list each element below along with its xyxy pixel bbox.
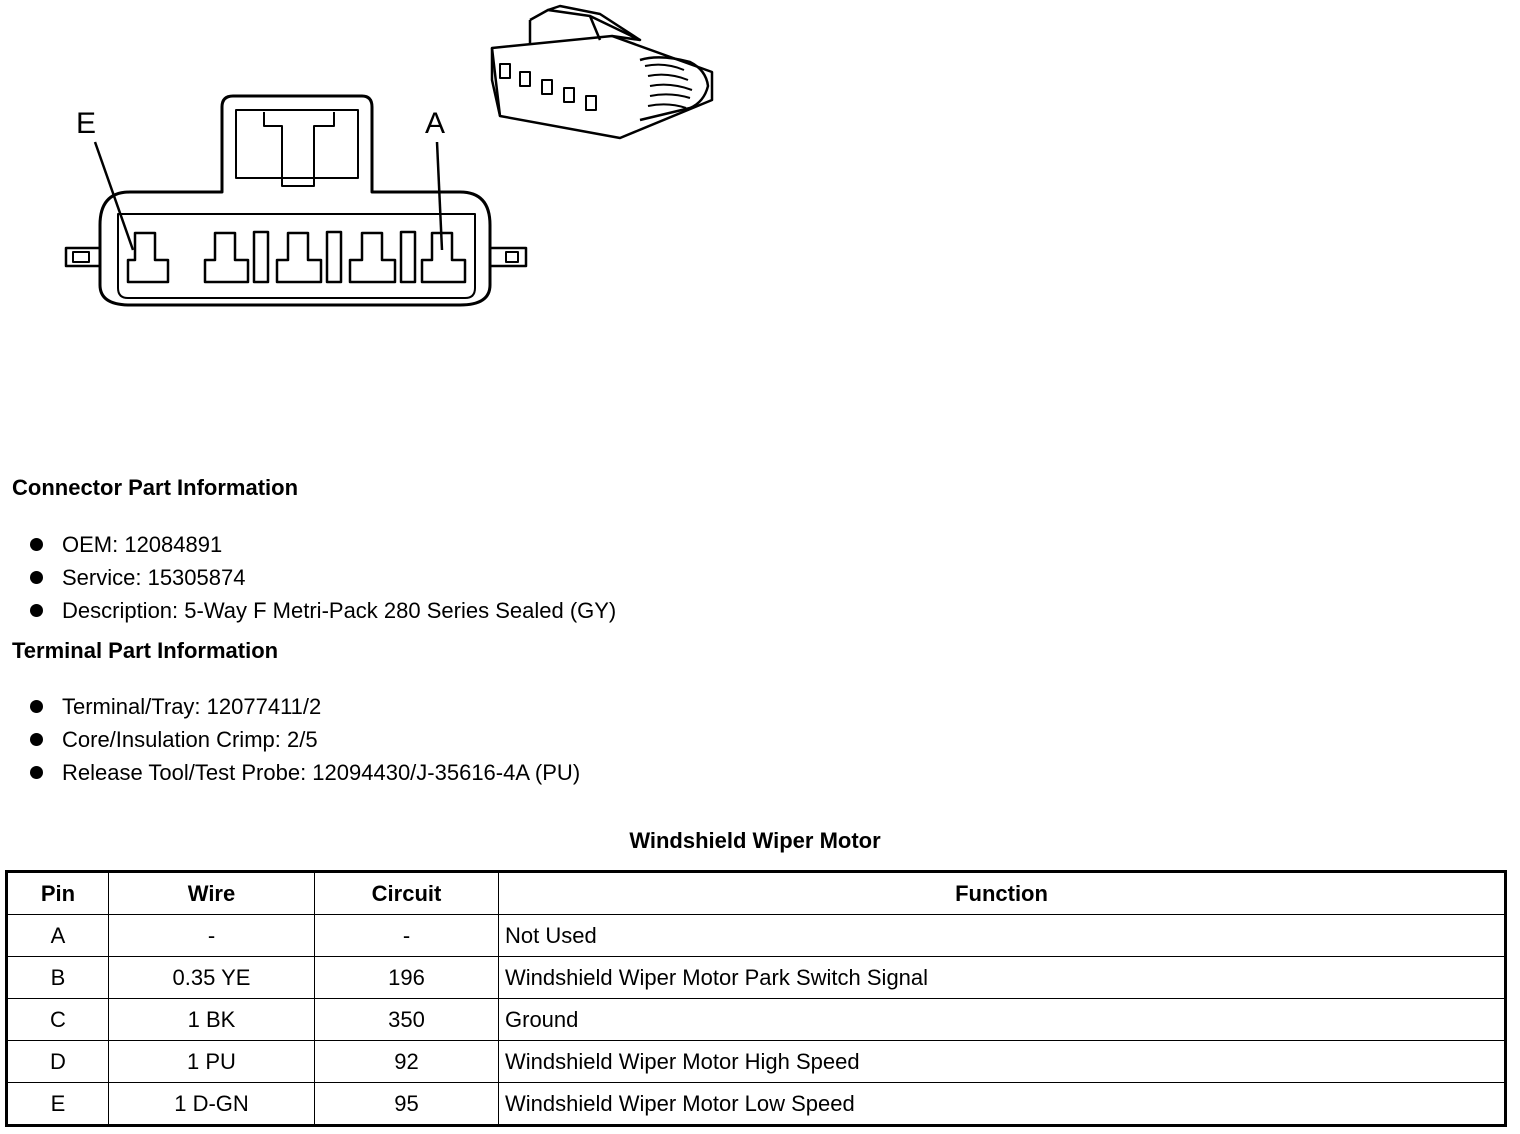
table-row bbox=[7, 957, 1506, 999]
cell-circuit: - bbox=[315, 915, 499, 957]
cell-function: Not Used bbox=[499, 915, 1506, 957]
pin-label-e: E bbox=[76, 107, 97, 140]
cell-function: Windshield Wiper Motor Low Speed bbox=[499, 1083, 1506, 1126]
cell-wire: 1 BK bbox=[109, 999, 315, 1041]
cell-pin: D bbox=[7, 1041, 109, 1083]
header-circuit: Circuit bbox=[315, 872, 499, 915]
list-item: Service: 15305874 bbox=[30, 561, 616, 594]
cell-function: Windshield Wiper Motor Park Switch Signal bbox=[499, 957, 1506, 999]
list-item: Terminal/Tray: 12077411/2 bbox=[30, 690, 580, 723]
pin-label-a: A bbox=[425, 107, 446, 140]
list-item: Description: 5-Way F Metri-Pack 280 Series Sealed (GY) bbox=[30, 594, 616, 627]
cell-function: Ground bbox=[499, 999, 1506, 1041]
list-item: OEM: 12084891 bbox=[30, 528, 616, 561]
connector-info-heading: Connector Part Information bbox=[12, 475, 299, 500]
terminal-info-heading: Terminal Part Information bbox=[12, 638, 279, 663]
terminal-info-list bbox=[30, 690, 580, 789]
table-row bbox=[7, 1041, 1506, 1083]
table-title: Windshield Wiper Motor bbox=[629, 828, 881, 853]
cell-circuit: 95 bbox=[315, 1083, 499, 1126]
table-header-row bbox=[7, 872, 1506, 915]
list-item: Release Tool/Test Probe: 12094430/J-35616-4A (PU) bbox=[30, 756, 580, 789]
cell-circuit: 92 bbox=[315, 1041, 499, 1083]
header-wire: Wire bbox=[109, 872, 315, 915]
connector-diagram bbox=[0, 0, 760, 340]
cell-pin: E bbox=[7, 1083, 109, 1126]
cell-wire: - bbox=[109, 915, 315, 957]
cell-wire: 1 PU bbox=[109, 1041, 315, 1083]
cell-wire: 0.35 YE bbox=[109, 957, 315, 999]
table-row bbox=[7, 1083, 1506, 1126]
pinout-table bbox=[5, 870, 1507, 1127]
table-row bbox=[7, 999, 1506, 1041]
cell-circuit: 196 bbox=[315, 957, 499, 999]
cell-pin: B bbox=[7, 957, 109, 999]
connector-info-list bbox=[30, 528, 616, 627]
connector-3d-view bbox=[492, 6, 712, 138]
cell-function: Windshield Wiper Motor High Speed bbox=[499, 1041, 1506, 1083]
terminal-cavities bbox=[128, 232, 465, 282]
cell-wire: 1 D-GN bbox=[109, 1083, 315, 1126]
header-pin: Pin bbox=[7, 872, 109, 915]
list-item: Core/Insulation Crimp: 2/5 bbox=[30, 723, 580, 756]
table-row bbox=[7, 915, 1506, 957]
lock-tab bbox=[236, 110, 358, 178]
header-function: Function bbox=[499, 872, 1506, 915]
cell-pin: C bbox=[7, 999, 109, 1041]
cell-circuit: 350 bbox=[315, 999, 499, 1041]
cell-pin: A bbox=[7, 915, 109, 957]
